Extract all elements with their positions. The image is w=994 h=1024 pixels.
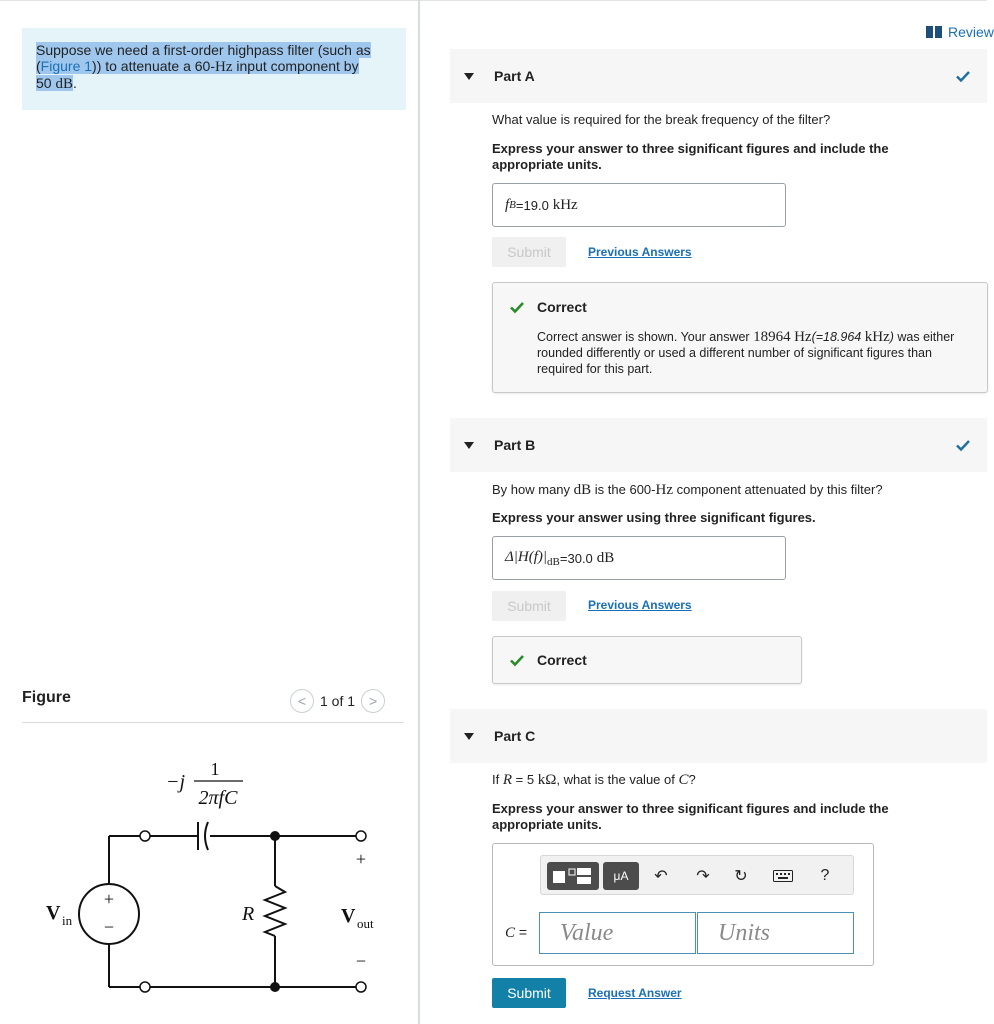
cap-minus-j: −j (166, 771, 186, 793)
reset-icon[interactable]: ↻ (734, 868, 748, 885)
part-a-submit-button[interactable]: Submit (492, 237, 566, 267)
part-a-question: What value is required for the break frequency of the filter? (492, 112, 831, 127)
part-b-title: Part B (494, 437, 536, 453)
part-c-label: C = (505, 924, 528, 941)
highpass-circuit-diagram (22, 730, 406, 1015)
source-minus: − (103, 917, 115, 937)
part-c-value-input[interactable]: Value (539, 912, 696, 954)
problem-line-3: 50 dB (36, 75, 73, 92)
redo-icon[interactable]: ↷ (696, 868, 710, 885)
part-b-submit-button[interactable]: Submit (492, 591, 566, 621)
part-b-feedback-title: Correct (537, 652, 587, 668)
checkmark-icon (955, 437, 971, 453)
junction-bottom (270, 982, 280, 992)
part-b-previous-answers-link[interactable]: Previous Answers (588, 598, 692, 612)
part-b-instruction: Express your answer using three significant figures. (492, 510, 816, 525)
vout-minus: − (355, 951, 367, 971)
part-a-answer-unit: kHz (552, 196, 578, 213)
part-a-feedback-text: Correct answer is shown. Your answer 18964 Hz(=18.964 kHz) was either rounded differently or used a different number of significant figures than required for this part. (537, 329, 955, 376)
resistor-label: R (242, 903, 255, 925)
part-b-answer-unit: dB (596, 549, 615, 566)
problem-statement: Suppose we need a first-order highpass filter (such as (Figure 1)) to attenuate a 60-Hz input component by 50 dB. (22, 28, 406, 110)
undo-icon[interactable]: ↶ (654, 868, 668, 885)
prev-figure-button[interactable] (290, 689, 314, 713)
units-button[interactable]: μA (603, 862, 639, 890)
part-a-title: Part A (494, 68, 535, 84)
check-icon (509, 652, 525, 668)
part-b-question: By how many dB is the 600-Hz component attenuated by this filter? (492, 482, 883, 498)
resistor-zigzag (265, 886, 285, 936)
terminal-out-bottom (356, 982, 366, 992)
part-c-units-input[interactable]: Units (697, 912, 854, 954)
caret-down-icon (464, 733, 474, 740)
part-c-title: Part C (494, 728, 536, 744)
part-b-answer-value: 30.0 (567, 550, 593, 566)
next-figure-button[interactable] (361, 689, 385, 713)
part-a-feedback-title: Correct (537, 299, 587, 315)
math-toolbar (540, 855, 854, 895)
cap-plate-right (205, 822, 208, 850)
junction-top (270, 831, 280, 841)
part-b-feedback (492, 636, 802, 684)
figure-1-link[interactable]: Figure 1 (40, 58, 93, 74)
vin-label: V (46, 902, 61, 924)
vin-subscript: in (62, 913, 73, 928)
templates-icon (551, 866, 595, 886)
templates-button[interactable] (547, 862, 599, 890)
part-c-instruction: Express your answer to three significant figures and include the appropriate units. (492, 801, 889, 832)
review-label: Review (948, 24, 994, 40)
book-icon (926, 26, 942, 38)
terminal-in-top (140, 831, 150, 841)
chevron-left-icon: < (297, 693, 307, 709)
chevron-right-icon: > (368, 693, 378, 709)
part-a-feedback (492, 282, 988, 393)
terminal-out-top (356, 831, 366, 841)
request-answer-link[interactable]: Request Answer (588, 986, 682, 1000)
check-icon (509, 299, 525, 315)
part-c-submit-button[interactable]: Submit (492, 978, 566, 1008)
part-b-header[interactable] (450, 418, 987, 472)
part-a-instruction: Express your answer to three significant figures and include the appropriate units. (492, 141, 889, 172)
part-a-answer-value: 19.0 (523, 197, 549, 213)
keyboard-icon[interactable] (771, 864, 795, 888)
problem-line-2: (Figure 1)) to attenuate a 60-Hz input component by (36, 58, 359, 75)
part-a-header[interactable] (450, 49, 987, 103)
caret-down-icon (464, 73, 474, 80)
cap-denominator: 2πfC (198, 787, 238, 809)
pager-text: 1 of 1 (320, 693, 356, 709)
checkmark-icon (955, 68, 971, 84)
source-plus: + (103, 889, 115, 909)
part-c-header[interactable] (450, 709, 987, 763)
figure-divider (22, 722, 404, 723)
part-a-answer-field[interactable]: f B = 19.0 kHz (492, 183, 786, 227)
review-link[interactable] (926, 24, 994, 40)
vout-label: V (341, 905, 356, 927)
part-c-question: If R = 5 kΩ, what is the value of C? (492, 772, 696, 788)
part-a-previous-answers-link[interactable]: Previous Answers (588, 245, 692, 259)
terminal-in-bottom (140, 982, 150, 992)
vout-plus: + (355, 849, 367, 869)
problem-line-1: Suppose we need a first-order highpass filter (such as (36, 42, 371, 58)
column-divider (418, 0, 420, 1024)
vout-subscript: out (357, 916, 374, 931)
figure-label: Figure (22, 689, 71, 706)
part-b-answer-field[interactable]: $\Delta|H(f)|_{dB}$ = 30.0 dB (492, 536, 786, 580)
left-panel (0, 0, 418, 1024)
caret-down-icon (464, 442, 474, 449)
help-icon[interactable]: ? (820, 867, 830, 884)
figure-pager (290, 689, 385, 713)
cap-numerator: 1 (210, 759, 220, 779)
